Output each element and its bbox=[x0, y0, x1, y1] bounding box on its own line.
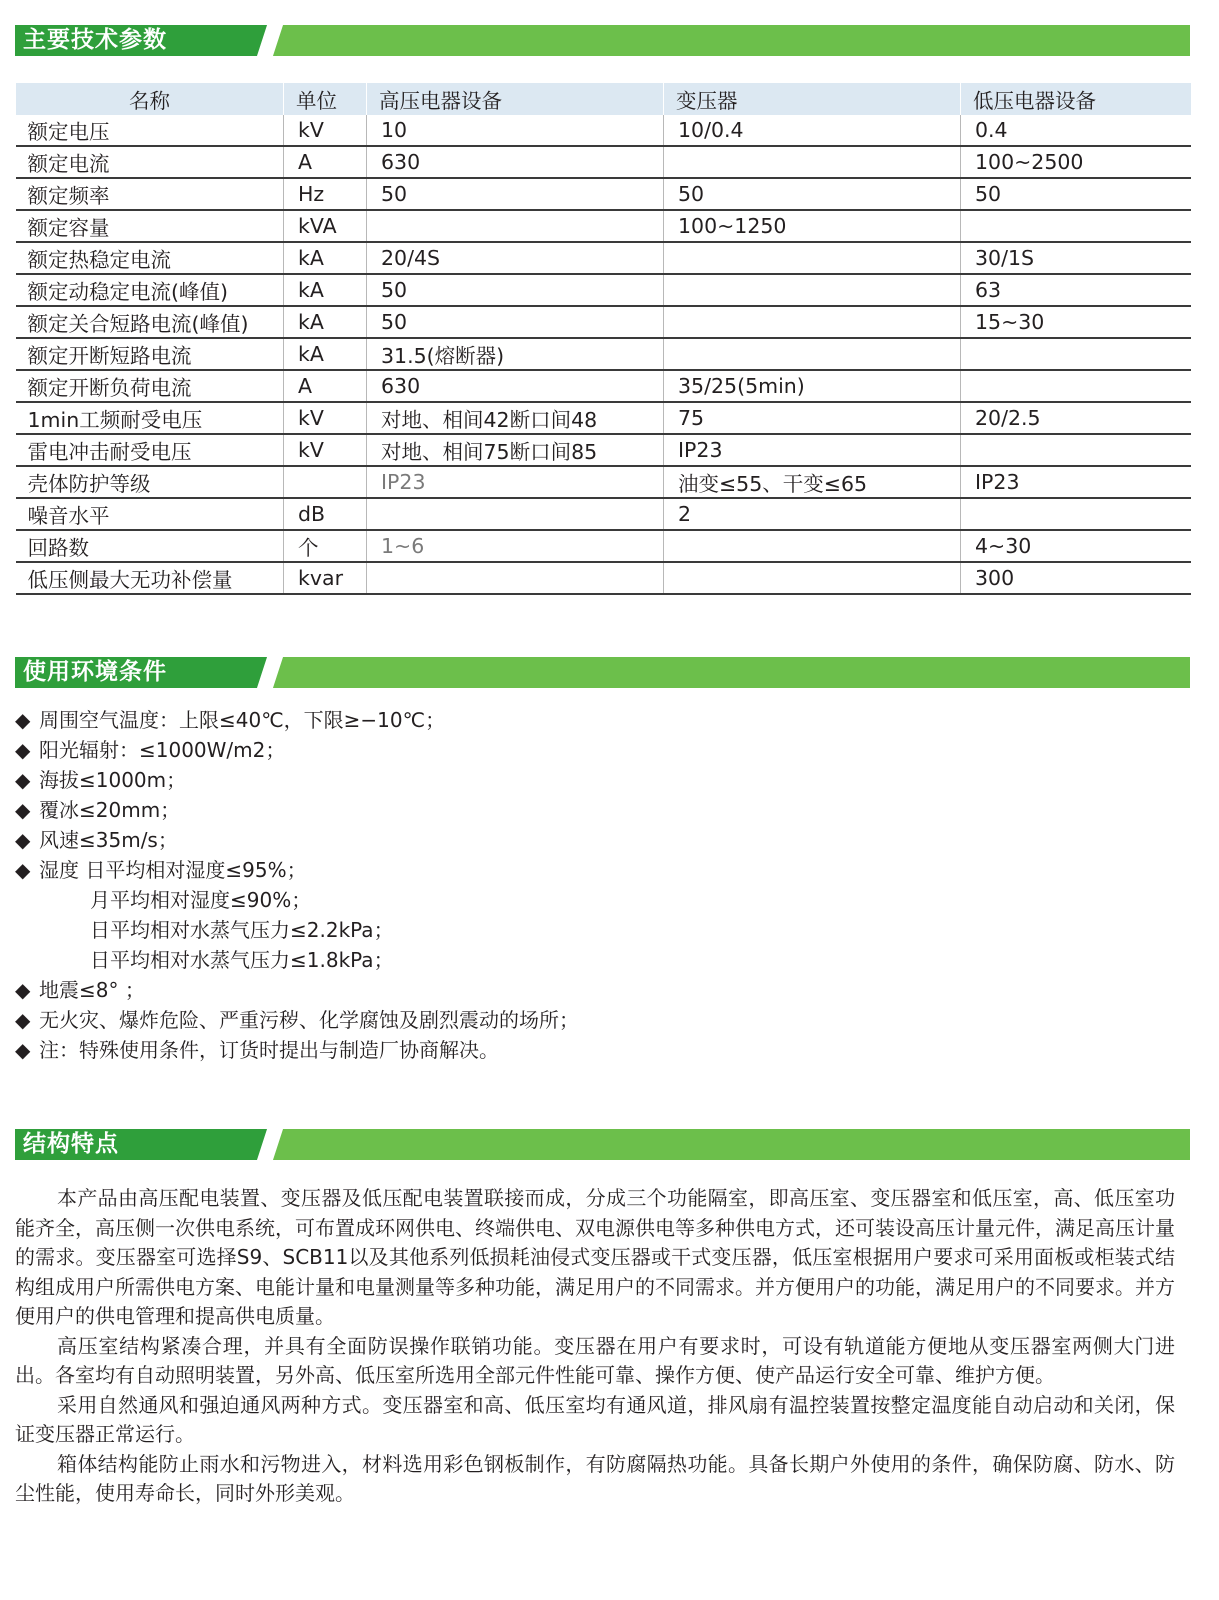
table-cell: 壳体防护等级 bbox=[16, 466, 284, 498]
table-cell: 50 bbox=[367, 178, 664, 210]
table-cell: 630 bbox=[367, 370, 664, 402]
table-cell bbox=[664, 242, 961, 274]
table-cell: 噪音水平 bbox=[16, 498, 284, 530]
table-cell: 额定电流 bbox=[16, 146, 284, 178]
spec-table bbox=[15, 83, 1191, 595]
diamond-bullet-icon: ◆ bbox=[15, 1038, 31, 1062]
table-cell: 对地、相间75断口间85 bbox=[367, 434, 664, 466]
header-name: 名称 bbox=[16, 83, 284, 115]
table-cell: 35/25(5min) bbox=[664, 370, 961, 402]
table-row bbox=[16, 274, 1191, 306]
structure-paragraph: 采用自然通风和强迫通风两种方式。变压器室和高、低压室均有通风道，排风扇有温控装置按整定温度能自动启动和关闭，保证变压器正常运行。 bbox=[15, 1392, 1175, 1446]
table-cell: 50 bbox=[961, 178, 1191, 210]
section-title-environment: 使用环境条件 bbox=[15, 657, 270, 688]
diamond-bullet-icon: ◆ bbox=[15, 738, 31, 762]
table-cell bbox=[367, 562, 664, 594]
table-cell: 1~6 bbox=[367, 530, 664, 562]
diamond-bullet-icon: ◆ bbox=[15, 708, 31, 732]
diamond-bullet-icon: ◆ bbox=[15, 798, 31, 822]
environment-subitem bbox=[15, 945, 579, 975]
table-cell: 回路数 bbox=[16, 530, 284, 562]
table-row bbox=[16, 530, 1191, 562]
header-unit: 单位 bbox=[284, 83, 367, 115]
table-row bbox=[16, 115, 1191, 146]
table-cell: 10 bbox=[367, 115, 664, 146]
environment-text: 周围空气温度：上限≤40℃，下限≥−10℃； bbox=[39, 708, 446, 732]
table-row bbox=[16, 466, 1191, 498]
environment-item bbox=[15, 1035, 579, 1065]
diamond-bullet-icon: ◆ bbox=[15, 978, 31, 1002]
table-cell: 额定容量 bbox=[16, 210, 284, 242]
section-title-structure: 结构特点 bbox=[15, 1129, 270, 1160]
table-cell bbox=[961, 210, 1191, 242]
table-cell: 额定动稳定电流(峰值) bbox=[16, 274, 284, 306]
table-cell bbox=[961, 370, 1191, 402]
structure-paragraph: 箱体结构能防止雨水和污物进入，材料选用彩色钢板制作，有防腐隔热功能。具备长期户外使用的条件，确保防腐、防水、防尘性能，使用寿命长，同时外形美观。 bbox=[15, 1451, 1175, 1505]
table-cell bbox=[284, 466, 367, 498]
environment-text: 地震≤8° ； bbox=[39, 978, 145, 1002]
table-cell: 50 bbox=[367, 274, 664, 306]
diamond-bullet-icon: ◆ bbox=[15, 828, 31, 852]
table-cell: kV bbox=[284, 434, 367, 466]
table-cell: 75 bbox=[664, 402, 961, 434]
environment-item bbox=[15, 825, 579, 855]
table-cell: dB bbox=[284, 498, 367, 530]
table-cell: IP23 bbox=[664, 434, 961, 466]
table-cell: 30/1S bbox=[961, 242, 1191, 274]
table-row bbox=[16, 434, 1191, 466]
environment-subitem bbox=[15, 885, 579, 915]
table-cell: 个 bbox=[284, 530, 367, 562]
table-cell: 低压侧最大无功补偿量 bbox=[16, 562, 284, 594]
table-cell: kA bbox=[284, 306, 367, 338]
section-title-tech-params: 主要技术参数 bbox=[15, 25, 270, 56]
table-cell: 15~30 bbox=[961, 306, 1191, 338]
table-cell: A bbox=[284, 146, 367, 178]
diamond-bullet-icon: ◆ bbox=[15, 768, 31, 792]
table-cell: 50 bbox=[367, 306, 664, 338]
table-cell: kV bbox=[284, 115, 367, 146]
table-row bbox=[16, 306, 1191, 338]
table-cell: 10/0.4 bbox=[664, 115, 961, 146]
table-cell: 雷电冲击耐受电压 bbox=[16, 434, 284, 466]
table-cell bbox=[664, 274, 961, 306]
table-row bbox=[16, 402, 1191, 434]
environment-item bbox=[15, 795, 579, 825]
table-row bbox=[16, 370, 1191, 402]
table-cell: 20/2.5 bbox=[961, 402, 1191, 434]
table-cell: kV bbox=[284, 402, 367, 434]
table-cell: IP23 bbox=[367, 466, 664, 498]
environment-text: 日平均相对水蒸气压力≤1.8kPa； bbox=[90, 948, 394, 972]
environment-subitem bbox=[15, 915, 579, 945]
table-cell: 额定关合短路电流(峰值) bbox=[16, 306, 284, 338]
table-cell: kA bbox=[284, 338, 367, 370]
table-cell: 4~30 bbox=[961, 530, 1191, 562]
table-cell: kVA bbox=[284, 210, 367, 242]
table-cell: 1min工频耐受电压 bbox=[16, 402, 284, 434]
environment-item bbox=[15, 735, 579, 765]
table-row bbox=[16, 338, 1191, 370]
table-cell: IP23 bbox=[961, 466, 1191, 498]
environment-item bbox=[15, 855, 579, 885]
table-cell bbox=[961, 498, 1191, 530]
table-cell: A bbox=[284, 370, 367, 402]
table-row bbox=[16, 178, 1191, 210]
table-cell bbox=[367, 210, 664, 242]
table-cell: 20/4S bbox=[367, 242, 664, 274]
table-row bbox=[16, 498, 1191, 530]
table-cell: 2 bbox=[664, 498, 961, 530]
environment-text: 风速≤35m/s； bbox=[39, 828, 178, 852]
table-row bbox=[16, 146, 1191, 178]
header-lv: 低压电器设备 bbox=[961, 83, 1191, 115]
table-cell: 100~2500 bbox=[961, 146, 1191, 178]
table-cell: 63 bbox=[961, 274, 1191, 306]
environment-item bbox=[15, 705, 579, 735]
table-cell: Hz bbox=[284, 178, 367, 210]
table-row bbox=[16, 242, 1191, 274]
table-cell: kvar bbox=[284, 562, 367, 594]
table-cell: 100~1250 bbox=[664, 210, 961, 242]
table-cell bbox=[664, 530, 961, 562]
table-cell bbox=[664, 146, 961, 178]
table-row bbox=[16, 562, 1191, 594]
environment-text: 阳光辐射：≤1000W/m2； bbox=[39, 738, 286, 762]
environment-item bbox=[15, 1005, 579, 1035]
table-cell: 50 bbox=[664, 178, 961, 210]
environment-text: 湿度 日平均相对湿度≤95%； bbox=[39, 858, 307, 882]
table-cell: 0.4 bbox=[961, 115, 1191, 146]
table-cell: 额定电压 bbox=[16, 115, 284, 146]
table-cell bbox=[961, 434, 1191, 466]
table-cell bbox=[664, 306, 961, 338]
environment-text: 无火灾、爆炸危险、严重污秽、化学腐蚀及剧烈震动的场所； bbox=[39, 1008, 579, 1032]
environment-text: 注：特殊使用条件，订货时提出与制造厂协商解决。 bbox=[39, 1038, 499, 1062]
table-cell bbox=[664, 338, 961, 370]
table-cell bbox=[664, 562, 961, 594]
table-cell bbox=[367, 498, 664, 530]
table-cell: 额定开断短路电流 bbox=[16, 338, 284, 370]
diamond-bullet-icon: ◆ bbox=[15, 1008, 31, 1032]
environment-list bbox=[15, 705, 579, 1065]
environment-item bbox=[15, 765, 579, 795]
environment-text: 海拔≤1000m； bbox=[39, 768, 187, 792]
table-cell: 额定热稳定电流 bbox=[16, 242, 284, 274]
table-row bbox=[16, 210, 1191, 242]
environment-text: 月平均相对湿度≤90%； bbox=[90, 888, 312, 912]
table-cell: kA bbox=[284, 242, 367, 274]
table-cell: kA bbox=[284, 274, 367, 306]
environment-text: 日平均相对水蒸气压力≤2.2kPa； bbox=[90, 918, 394, 942]
environment-text: 覆冰≤20mm； bbox=[39, 798, 181, 822]
structure-paragraph: 本产品由高压配电装置、变压器及低压配电装置联接而成，分成三个功能隔室，即高压室、变压器室和低压室，高、低压室功能齐全，高压侧一次供电系统，可布置成环网供电、终端供电、双电源供电等多种供电方式，还可装设高压计量元件，满足高压计量的需求。变压器室可选择S9、SCB11以及其他系列低损耗油侵式变压器或干式变压器，低压室根据用户要求可采用面板或柜装式结构组成用户所需供电方案、电能计量和电量测量等多种功能，满足用户的不同需求。并方便用户的功能，满足用户的不同要求。并方便用户的供电管理和提高供电质量。 bbox=[15, 1186, 1175, 1328]
table-cell: 额定频率 bbox=[16, 178, 284, 210]
diamond-bullet-icon: ◆ bbox=[15, 858, 31, 882]
table-cell: 油变≤55、干变≤65 bbox=[664, 466, 961, 498]
header-transformer: 变压器 bbox=[664, 83, 961, 115]
table-cell: 630 bbox=[367, 146, 664, 178]
environment-item bbox=[15, 975, 579, 1005]
table-cell: 31.5(熔断器) bbox=[367, 338, 664, 370]
table-cell bbox=[961, 338, 1191, 370]
table-cell: 额定开断负荷电流 bbox=[16, 370, 284, 402]
header-hv: 高压电器设备 bbox=[367, 83, 664, 115]
structure-text bbox=[15, 1184, 1175, 1509]
table-cell: 对地、相间42断口间48 bbox=[367, 402, 664, 434]
spec-table-header bbox=[16, 83, 1191, 115]
structure-paragraph: 高压室结构紧凑合理，并具有全面防误操作联销功能。变压器在用户有要求时，可设有轨道能方便地从变压器室两侧大门进出。各室均有自动照明装置，另外高、低压室所选用全部元件性能可靠、操作方便、使产品运行安全可靠、维护方便。 bbox=[15, 1333, 1175, 1387]
table-cell: 300 bbox=[961, 562, 1191, 594]
